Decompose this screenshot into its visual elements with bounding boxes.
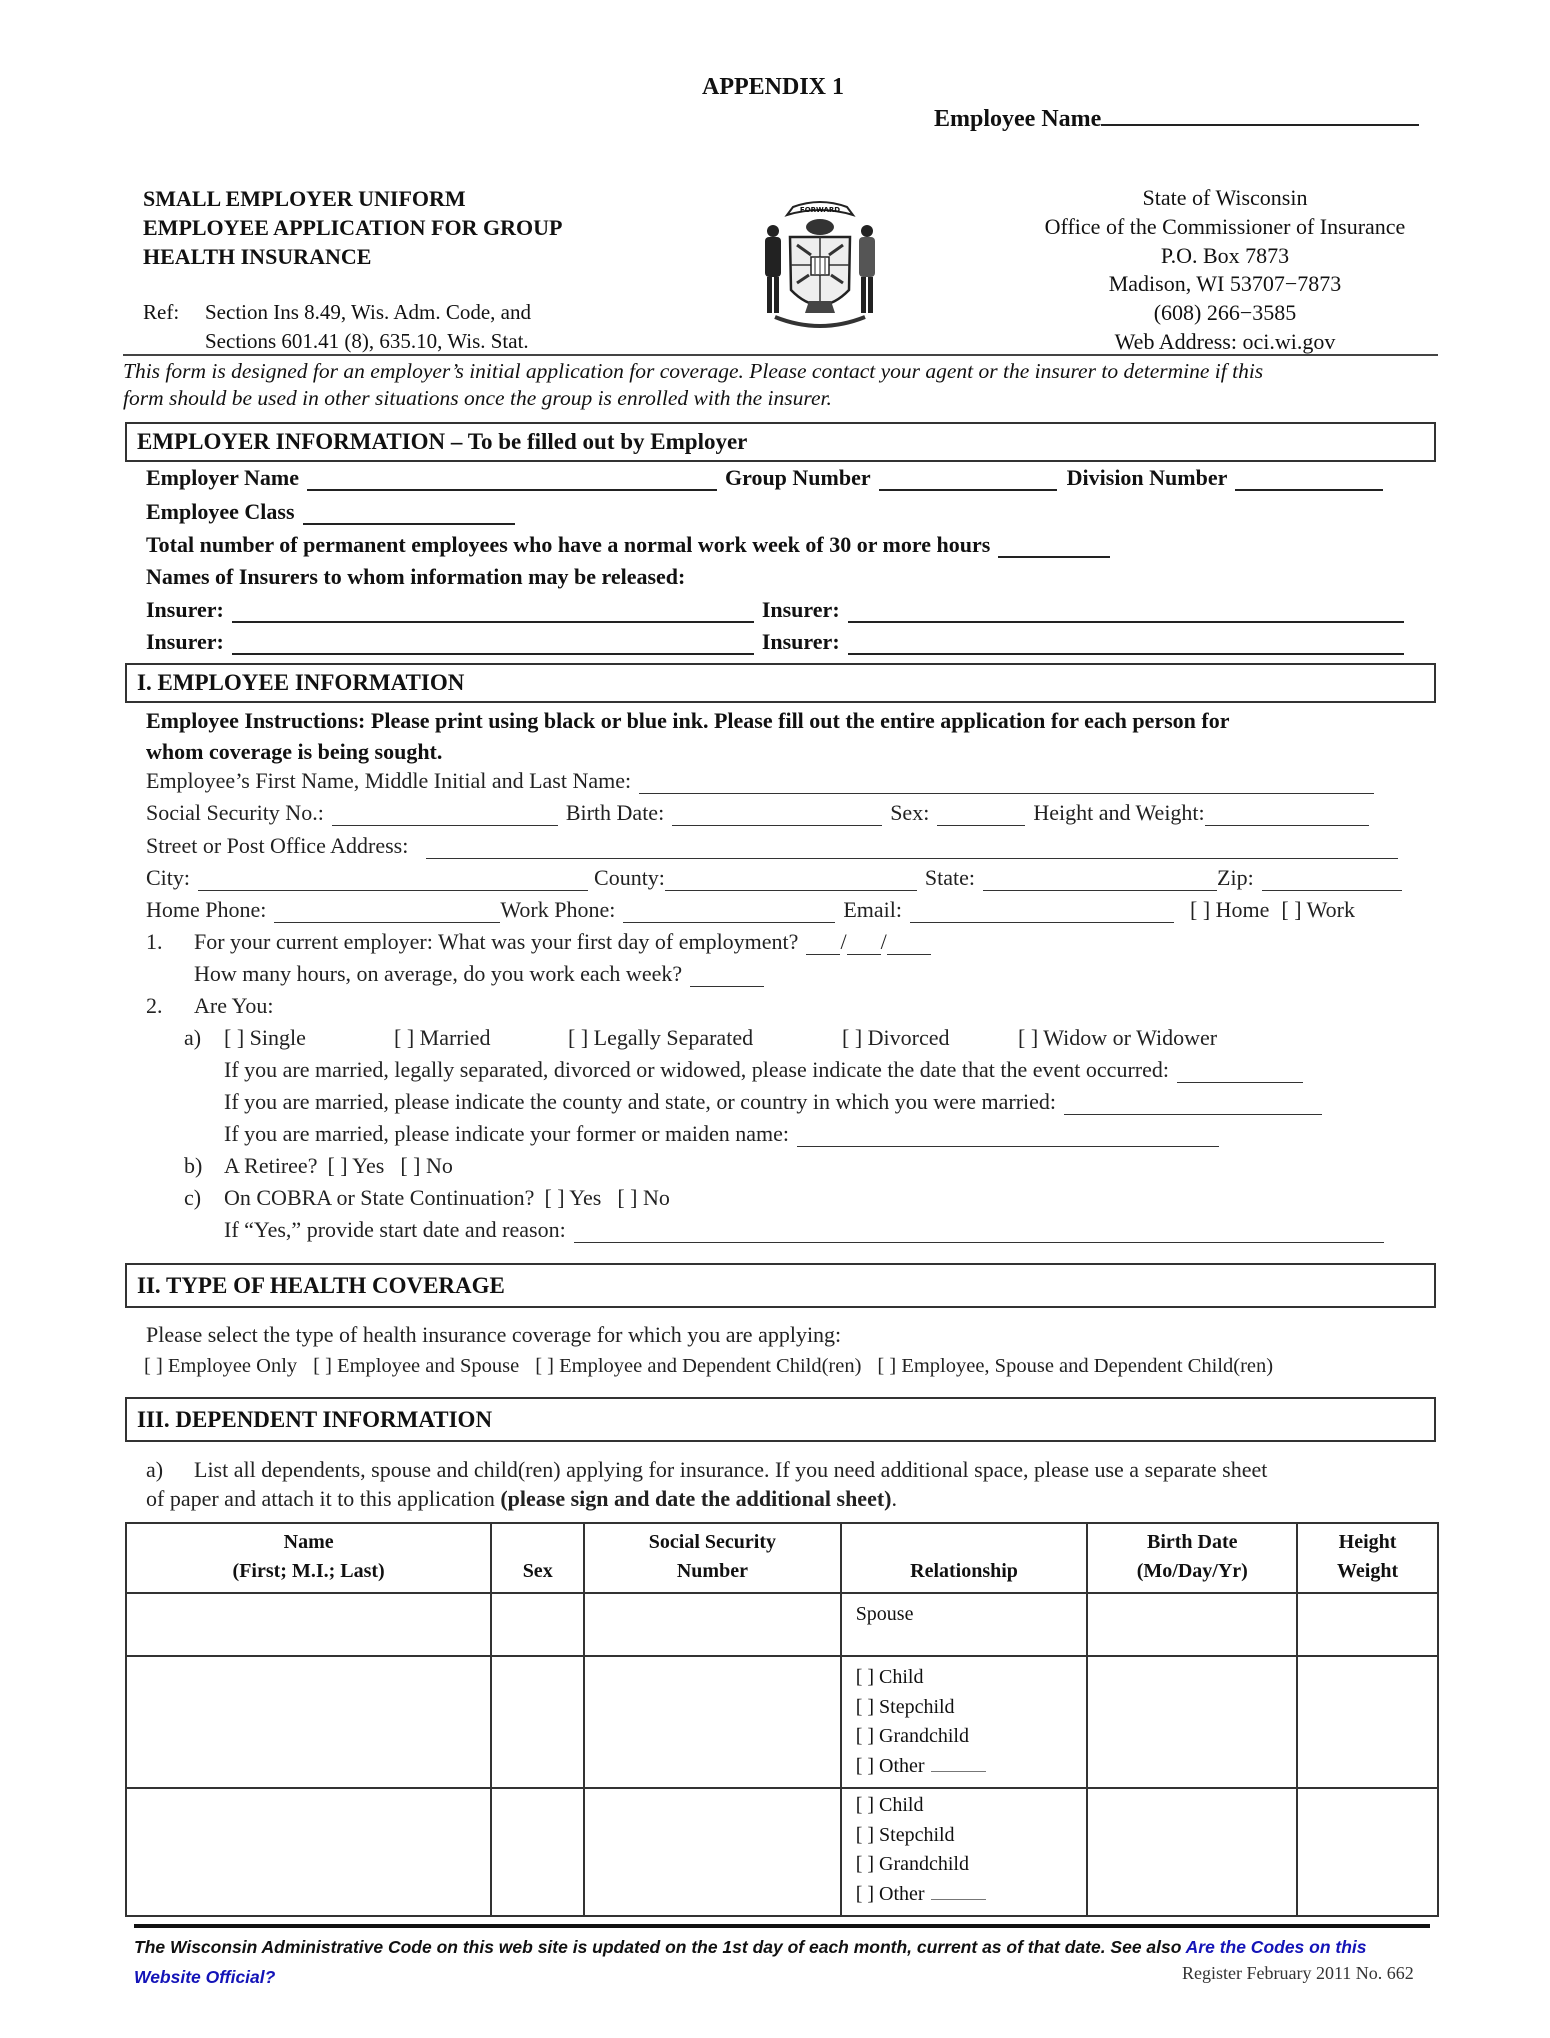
insurer-label: Insurer: <box>146 629 224 654</box>
employee-only-checkbox[interactable]: [ ] Employee Only <box>144 1355 298 1377</box>
dep-name-cell[interactable] <box>126 1656 491 1788</box>
intro-line: This form is designed for an employer’s initial application for coverage. Please contact your agent or the insurer to determine if this <box>123 359 1264 383</box>
employer-name-field[interactable] <box>307 469 717 491</box>
total-employees-label: Total number of permanent employees who have a normal work week of 30 or more hours <box>146 532 991 557</box>
appendix-title: APPENDIX 1 <box>702 74 844 100</box>
employee-instructions <box>146 705 1230 767</box>
employee-name-field[interactable] <box>1101 104 1419 126</box>
agency-address <box>990 184 1460 357</box>
spouse-label: Spouse <box>855 1603 914 1625</box>
employee-spouse-checkbox[interactable]: [ ] Employee and Spouse <box>313 1355 520 1377</box>
start-day-field[interactable] <box>847 934 881 955</box>
agency-line: Madison, WI 53707−7873 <box>1108 271 1342 297</box>
insurer-field-1[interactable] <box>232 601 754 623</box>
dependent-section-header <box>125 1397 1436 1442</box>
codes-official-link[interactable]: Are the Codes on this Website Official? <box>134 1937 1367 1987</box>
cobra-row <box>184 1185 670 1211</box>
legally-separated-checkbox[interactable]: [ ] Legally Separated <box>568 1025 754 1050</box>
insurer-label: Insurer: <box>146 597 224 622</box>
home-phone-field[interactable] <box>274 902 500 923</box>
table-row <box>126 1593 1438 1656</box>
dep-height-weight-cell[interactable] <box>1297 1788 1438 1916</box>
register-info: Register February 2011 No. 662 <box>1182 1963 1414 1983</box>
insurer-row-2 <box>146 629 1404 655</box>
birth-date-field[interactable] <box>672 805 882 826</box>
employee-family-checkbox[interactable]: [ ] Employee, Spouse and Dependent Child(ren) <box>877 1355 1274 1377</box>
cobra-reason-label: If “Yes,” provide start date and reason: <box>224 1217 566 1242</box>
maiden-name-row <box>224 1121 1219 1147</box>
dep-sex-cell[interactable] <box>491 1593 584 1656</box>
married-checkbox[interactable]: [ ] Married <box>394 1025 491 1050</box>
employer-row-3 <box>146 532 1110 558</box>
table-header-row <box>126 1523 1438 1593</box>
q1-row: 1. For your current employer: What was your first day of employment? / / <box>146 929 931 955</box>
ref-line: Sections 601.41 (8), 635.10, Wis. Stat. <box>205 329 529 353</box>
divorced-checkbox[interactable]: [ ] Divorced <box>842 1025 950 1050</box>
insurer-label: Insurer: <box>761 629 840 654</box>
retiree-no-checkbox[interactable]: [ ] No <box>400 1153 453 1178</box>
married-place-field[interactable] <box>1064 1094 1322 1115</box>
dep-relationship-cell <box>841 1656 1088 1788</box>
work-phone-field[interactable] <box>623 902 835 923</box>
form-title-line: HEALTH INSURANCE <box>143 244 372 269</box>
q1-label: For your current employer: What was your first day of employment? <box>194 929 799 954</box>
intro-text <box>123 358 1263 412</box>
agency-line: Office of the Commissioner of Insurance <box>1044 213 1406 239</box>
event-date-row <box>224 1057 1303 1083</box>
other-field[interactable] <box>931 1755 986 1772</box>
dependent-section-title: III. DEPENDENT INFORMATION <box>137 1406 493 1432</box>
other-checkbox[interactable]: [ ] Other <box>855 1882 925 1905</box>
instructions-line: whom coverage is being sought. <box>146 739 443 764</box>
insurer-row-1 <box>146 597 1404 623</box>
insurer-field-3[interactable] <box>232 633 754 655</box>
agency-line: P.O. Box 7873 <box>1160 242 1290 268</box>
birth-date-label: Birth Date: <box>565 800 665 825</box>
county-label: County: <box>594 865 665 890</box>
coverage-prompt-row <box>146 1322 841 1348</box>
col-header-sex: Sex <box>491 1523 584 1593</box>
ssn-row <box>146 800 1369 826</box>
dep-height-weight-cell[interactable] <box>1297 1656 1438 1788</box>
q1-hours-row <box>194 961 764 987</box>
instr-line: of paper and attach it to this application <box>146 1486 501 1511</box>
email-home-checkbox[interactable]: [ ] Home <box>1190 897 1270 922</box>
agency-website: Web Address: oci.wi.gov <box>1114 328 1336 354</box>
division-number-field[interactable] <box>1235 469 1383 491</box>
home-phone-label: Home Phone: <box>146 897 267 922</box>
employee-section-header <box>125 663 1436 703</box>
col-header-name: Name (First; M.I.; Last) <box>126 1523 491 1593</box>
address-row <box>146 833 1398 859</box>
height-weight-field[interactable] <box>1205 805 1369 826</box>
footer-rule <box>134 1924 1430 1928</box>
widow-checkbox[interactable]: [ ] Widow or Widower <box>1018 1025 1218 1050</box>
address-field[interactable] <box>426 838 1398 859</box>
retiree-row <box>184 1153 453 1179</box>
dep-relationship-cell <box>841 1788 1088 1916</box>
cobra-no-checkbox[interactable]: [ ] No <box>617 1185 670 1210</box>
total-employees-field[interactable] <box>998 536 1110 558</box>
employee-name-label: Employee Name <box>934 106 1102 132</box>
single-checkbox[interactable]: [ ] Single <box>224 1025 306 1050</box>
child-checkbox[interactable]: [ ] Child <box>855 1794 924 1816</box>
group-number-field[interactable] <box>879 469 1057 491</box>
sex-field[interactable] <box>937 805 1025 826</box>
intro-line: form should be used in other situations once the group is enrolled with the insurer. <box>123 386 832 410</box>
instr-line: List all dependents, spouse and child(ren) applying for insurance. If you need additional space, please use a separate sheet <box>194 1457 1268 1482</box>
sex-label: Sex: <box>890 800 930 825</box>
start-month-field[interactable] <box>806 934 840 955</box>
footer-notice-text: The Wisconsin Administrative Code on this web site is updated on the 1st day of each month, current as of that date. See also <box>134 1937 1186 1957</box>
cobra-yes-checkbox[interactable]: [ ] Yes <box>544 1185 602 1210</box>
dep-sex-cell[interactable] <box>491 1656 584 1788</box>
dep-birth-date-cell[interactable] <box>1087 1593 1297 1656</box>
col-header-birth-date: Birth Date (Mo/Day/Yr) <box>1087 1523 1297 1593</box>
employee-name-header <box>934 104 1419 133</box>
child-checkbox[interactable]: [ ] Child <box>855 1666 924 1688</box>
ssn-label: Social Security No.: <box>146 800 324 825</box>
zip-field[interactable] <box>1262 870 1402 891</box>
coverage-section-title: II. TYPE OF HEALTH COVERAGE <box>137 1272 505 1298</box>
state-label: State: <box>924 865 976 890</box>
dep-ssn-cell[interactable] <box>584 1656 841 1788</box>
city-label: City: <box>146 865 191 890</box>
form-title-line: EMPLOYEE APPLICATION FOR GROUP <box>143 215 563 240</box>
start-year-field[interactable] <box>887 934 931 955</box>
insurer-label: Insurer: <box>761 597 840 622</box>
coverage-section-header <box>125 1263 1436 1308</box>
county-field[interactable] <box>665 870 917 891</box>
q2b-letter: b) <box>184 1153 203 1178</box>
dep-sex-cell[interactable] <box>491 1788 584 1916</box>
full-name-field[interactable] <box>639 773 1374 794</box>
form-title <box>143 184 562 271</box>
email-label: Email: <box>843 897 902 922</box>
email-field[interactable] <box>910 902 1174 923</box>
group-number-label: Group Number <box>724 465 871 490</box>
division-number-label: Division Number <box>1066 465 1228 490</box>
instr-period: . <box>891 1486 897 1511</box>
q2c-letter: c) <box>184 1185 202 1210</box>
agency-line: State of Wisconsin <box>1142 185 1308 210</box>
dep-ssn-cell[interactable] <box>584 1788 841 1916</box>
q2-row <box>146 993 273 1019</box>
stepchild-checkbox[interactable]: [ ] Stepchild <box>855 1823 955 1846</box>
marital-status-row <box>184 1025 1217 1051</box>
q1-number: 1. <box>146 929 163 954</box>
instr-bold-note: (please sign and date the additional sheet) <box>500 1486 892 1511</box>
header-divider <box>123 354 1438 356</box>
maiden-name-field[interactable] <box>797 1126 1219 1147</box>
zip-label: Zip: <box>1217 865 1254 890</box>
grandchild-checkbox[interactable]: [ ] Grandchild <box>855 1725 969 1747</box>
employee-class-field[interactable] <box>303 503 515 525</box>
ref-line: Section Ins 8.49, Wis. Adm. Code, and <box>205 300 532 324</box>
cobra-reason-row <box>224 1217 1384 1243</box>
insurer-field-4[interactable] <box>848 633 1404 655</box>
dep-ssn-cell[interactable] <box>584 1593 841 1656</box>
grandchild-checkbox[interactable]: [ ] Grandchild <box>855 1853 969 1875</box>
employer-section-header <box>125 422 1436 462</box>
stepchild-checkbox[interactable]: [ ] Stepchild <box>855 1695 955 1718</box>
employer-name-label: Employer Name <box>146 465 299 490</box>
married-place-label: If you are married, please indicate the county and state, or country in which you were married: <box>224 1089 1057 1114</box>
dependents-table <box>125 1522 1439 1917</box>
insurer-field-2[interactable] <box>848 601 1404 623</box>
other-field[interactable] <box>931 1883 986 1900</box>
retiree-yes-checkbox[interactable]: [ ] Yes <box>327 1153 385 1178</box>
dependent-instructions <box>146 1455 1267 1513</box>
cobra-label: On COBRA or State Continuation? <box>224 1185 535 1210</box>
wisconsin-seal-icon <box>745 195 895 345</box>
city-field[interactable] <box>198 870 588 891</box>
married-place-row <box>224 1089 1322 1115</box>
table-row <box>126 1656 1438 1788</box>
coverage-prompt: Please select the type of health insurance coverage for which you are applying: <box>146 1322 842 1347</box>
employee-children-checkbox[interactable]: [ ] Employee and Dependent Child(ren) <box>535 1355 862 1377</box>
retiree-label: A Retiree? <box>224 1153 318 1178</box>
table-row <box>126 1788 1438 1916</box>
event-date-label: If you are married, legally separated, divorced or widowed, please indicate the date that the event occurred: <box>224 1057 1169 1082</box>
reference-block <box>143 298 531 356</box>
email-work-checkbox[interactable]: [ ] Work <box>1281 897 1356 922</box>
hours-label: How many hours, on average, do you work each week? <box>194 961 683 986</box>
event-date-field[interactable] <box>1177 1062 1303 1083</box>
col-header-ssn: Social Security Number <box>584 1523 841 1593</box>
full-name-label: Employee’s First Name, Middle Initial and Last Name: <box>146 768 632 793</box>
full-name-row <box>146 768 1374 794</box>
other-checkbox[interactable]: [ ] Other <box>855 1754 925 1777</box>
svg-text:FORWARD: FORWARD <box>799 206 841 214</box>
col-header-relationship: Relationship <box>841 1523 1088 1593</box>
address-label: Street or Post Office Address: <box>146 833 409 858</box>
agency-line: (608) 266−3585 <box>1153 300 1297 326</box>
dep-birth-date-cell[interactable] <box>1087 1788 1297 1916</box>
ref-label: Ref: <box>143 300 180 324</box>
dep-relationship-cell <box>841 1593 1088 1656</box>
city-row <box>146 865 1402 891</box>
coverage-options-row <box>144 1355 1273 1378</box>
employer-row-4 <box>146 564 685 590</box>
q2a-letter: a) <box>184 1025 202 1050</box>
employer-section-title: EMPLOYER INFORMATION – To be filled out by Employer <box>137 429 748 454</box>
q2-label: Are You: <box>194 993 274 1018</box>
hours-field[interactable] <box>690 966 764 987</box>
ssn-field[interactable] <box>332 805 558 826</box>
work-phone-label: Work Phone: <box>500 897 616 922</box>
employee-section-title: I. EMPLOYEE INFORMATION <box>137 670 465 695</box>
employer-row-1 <box>146 465 1383 491</box>
form-title-line: SMALL EMPLOYER UNIFORM <box>143 186 466 211</box>
q2-number: 2. <box>146 993 163 1018</box>
state-field[interactable] <box>983 870 1217 891</box>
maiden-name-label: If you are married, please indicate your former or maiden name: <box>224 1121 790 1146</box>
height-weight-label: Height and Weight: <box>1033 800 1205 825</box>
col-header-height-weight: Height Weight <box>1297 1523 1438 1593</box>
dep-name-cell[interactable] <box>126 1593 491 1656</box>
dep-birth-date-cell[interactable] <box>1087 1656 1297 1788</box>
employee-class-label: Employee Class <box>146 499 295 524</box>
employer-row-2 <box>146 499 515 525</box>
instructions-line: Employee Instructions: Please print using black or blue ink. Please fill out the entire application for each person for <box>146 708 1230 733</box>
cobra-reason-field[interactable] <box>574 1222 1384 1243</box>
dep-name-cell[interactable] <box>126 1788 491 1916</box>
instr-letter: a) <box>146 1457 164 1482</box>
phone-row <box>146 897 1355 923</box>
dep-height-weight-cell[interactable] <box>1297 1593 1438 1656</box>
insurers-heading: Names of Insurers to whom information may be released: <box>146 564 686 589</box>
